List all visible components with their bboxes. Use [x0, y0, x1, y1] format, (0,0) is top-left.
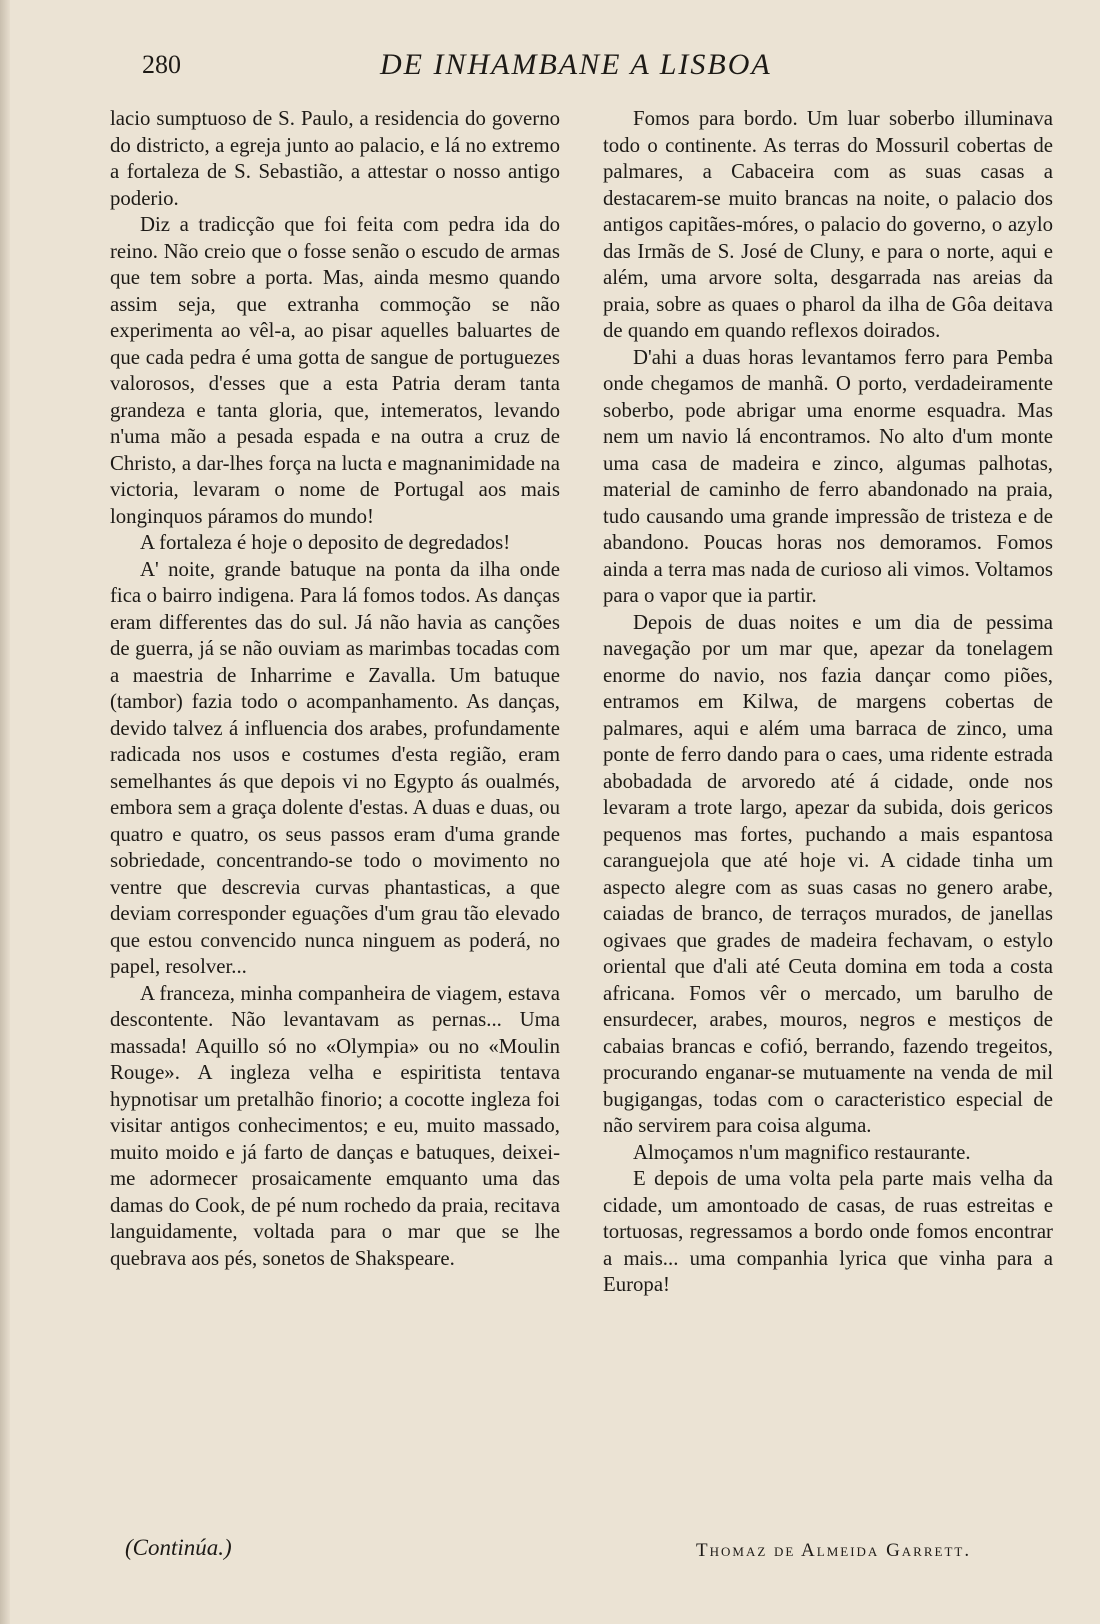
paragraph: Diz a tradicção que foi feita com pedra ida do reino. Não creio que o fosse senão o escudo de armas que tem sobre a porta. Mas, ainda mesmo quando assim seja, que extranha commoção se não experimenta ao vêl-a, ao pisar aquelles baluartes de que cada pedra é uma gotta de sangue de portuguezes valorosos, d'esses que a esta Patria deram tanta grandeza e tanta gloria, que, intemeratos, levando n'uma mão a pesada espada e na outra a cruz de Christo, a dar-lhes força na lucta e magnanimidade na victoria, levaram o nome de Portugal aos mais longinquos páramos do mundo!: [110, 213, 560, 528]
paragraph: Depois de duas noites e um dia de pessima navegação por um mar que, apezar da tonelagem enorme do navio, nos fazia dançar como piões, entramos em Kilwa, de margens cobertas de palmares, aqui e além uma barraca de zinco, uma ponte de ferro dando para o caes, uma ridente estrada abobadada de arvoredo até á cidade, onde nos levaram a trote largo, apezar da subida, dois gericos pequenos mas fortes, puchando a mais espantosa caranguejola que até hoje vi. A cidade tinha um aspecto alegre com as suas casas no genero arabe, caiadas de branco, de terraços murados, de janellas ogivaes que grades de madeira fechavam, o estylo oriental que d'ali até Ceuta domina em toda a costa africana. Fomos vêr o mercado, um barulho de ensurdecer, arabes, mouros, negros e mestiços de cabaias brancas e cofió, berrando, fazendo tregeitos, procurando enganar-se mutuamente na venda de mil bugigangas, todas com o caracteristico especial de não servirem para coisa alguma.: [603, 610, 1053, 1137]
paragraph: A fortaleza é hoje o deposito de degredados!: [140, 531, 511, 554]
right-column: [603, 106, 1053, 1299]
page-number: 280: [142, 50, 181, 79]
continued-note: (Continúa.): [125, 1535, 232, 1560]
author-signature: Thomaz de Almeida Garrett.: [696, 1540, 972, 1561]
page-header: [0, 50, 1100, 90]
paragraph: Almoçamos n'um magnifico restaurante.: [633, 1140, 971, 1164]
page-edge: [0, 0, 10, 1624]
left-column: [110, 106, 560, 1272]
paragraph: E depois de uma volta pela parte mais velha da cidade, um amontoado de casas, de ruas estreitas e tortuosas, regressamos a bordo onde fomos encontrar a mais... uma companhia lyrica que vinha para a Europa!: [603, 1167, 1053, 1296]
paragraph: A' noite, grande batuque na ponta da ilha onde fica o bairro indigena. Para lá fomos todos. As danças eram differentes das do sul. Já não havia as canções de guerra, já se não ouviam as marimbas tocadas com a maestria de Inharrime e Zavalla. Um batuque (tambor) fazia todo o acompanhamento. As danças, devido talvez á influencia dos arabes, profundamente radicada nos usos e costumes d'esta região, eram semelhantes ás que depois vi no Egypto ás oualmés, embora sem a graça dolente d'estas. A duas e duas, ou quatro e quatro, os seus passos eram d'uma grande sobriedade, concentrando-se todo o movimento no ventre que descrevia curvas phantasticas, a que deviam corresponder eguações d'um grau tão elevado que estou convencido nunca ninguem as poderá, no papel, resolver...: [110, 557, 560, 978]
running-title: DE INHAMBANE A LISBOA: [380, 48, 772, 81]
paragraph: D'ahi a duas horas levantamos ferro para Pemba onde chegamos de manhã. O porto, verdadeiramente soberbo, pode abrigar uma enorme esquadra. Mas nem um navio lá encontramos. No alto d'um monte uma casa de madeira e zinco, algumas palhotas, material de caminho de ferro abandonado na praia, tudo causando uma grande impressão de tristeza e de abandono. Poucas horas nos demoramos. Fomos ainda a terra mas nada de curioso ali vimos. Voltamos para o vapor que ia partir.: [603, 345, 1053, 607]
paragraph: Fomos para bordo. Um luar soberbo illuminava todo o continente. As terras do Mossuril cobertas de palmares, a Cabaceira com as suas casas a destacarem-se muito brancas na noite, o palacio dos antigos capitães-móres, o palacio do governo, o azylo das Irmãs de S. José de Cluny, e para o norte, aqui e além, uma arvore solta, desgarrada nas areias da praia, sobre as quaes o pharol da ilha de Gôa deitava de quando em quando reflexos doirados.: [603, 107, 1053, 342]
paragraph: lacio sumptuoso de S. Paulo, a residencia do governo do districto, a egreja junto ao palacio, e lá no extremo a fortaleza de S. Sebastião, a attestar o nosso antigo poderio.: [110, 107, 560, 210]
paragraph: A franceza, minha companheira de viagem, estava descontente. Não levantavam as pernas... Uma massada! Aquillo só no «Olympia» ou no «Moulin Rouge». A ingleza velha e espiritista tentava hypnotisar um pretalhão finorio; a cocotte ingleza foi visitar antigos conhecimentos; e eu, muito massado, muito moido e já farto de danças e batuques, deixei-me adormecer prosaicamente emquanto uma das damas do Cook, de pé num rochedo da praia, recitava languidamente, voltada para o mar que se lhe quebrava aos pés, sonetos de Shakspeare.: [110, 981, 560, 1270]
